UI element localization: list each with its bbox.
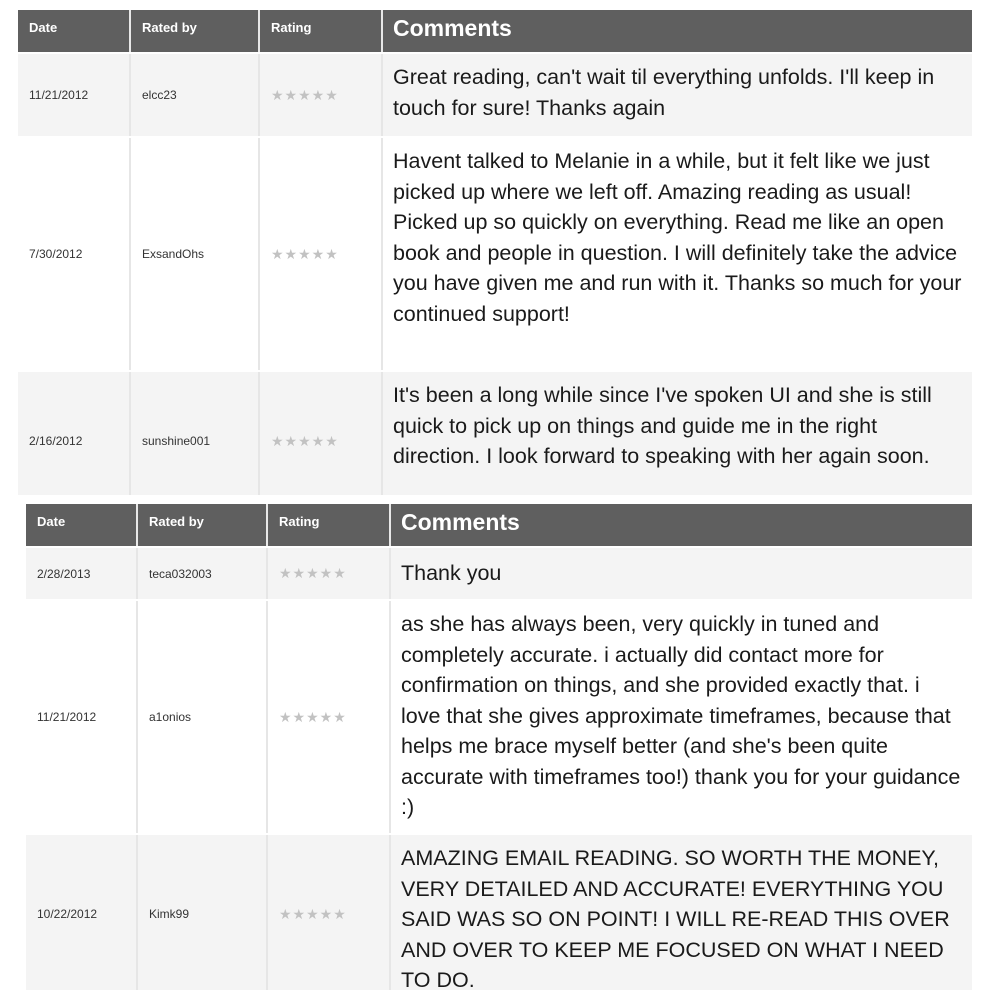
rating-stars [260, 372, 383, 495]
table-row [18, 52, 972, 136]
table-row [26, 833, 972, 990]
reviews-table-1 [18, 10, 972, 495]
table-header [26, 504, 972, 546]
reviews-table-2 [26, 504, 972, 990]
reviewer-name[interactable]: Kimk99 [138, 835, 268, 990]
rating-stars [260, 54, 383, 136]
rating-stars [268, 601, 391, 833]
star-rating-icon: ★★★★★ [279, 565, 347, 581]
column-header-date[interactable]: Date [26, 504, 138, 546]
column-header-rating[interactable]: Rating [268, 504, 391, 546]
review-comment: Great reading, can't wait til everything unfolds. I'll keep in touch for sure! Thanks again [393, 65, 935, 120]
reviewer-name[interactable]: sunshine001 [131, 372, 260, 495]
table-row [26, 546, 972, 599]
review-comment: It's been a long while since I've spoken UI and she is still quick to pick up on things and guide me in the right direction. I look forward to speaking with her again soon. [393, 383, 932, 468]
review-date: 11/21/2012 [18, 54, 131, 136]
column-header-rated-by[interactable]: Rated by [138, 504, 268, 546]
star-rating-icon: ★★★★★ [271, 432, 339, 449]
review-date: 2/28/2013 [26, 548, 138, 599]
reviewer-name[interactable]: a1onios [138, 601, 268, 833]
table-header [18, 10, 972, 52]
star-rating-icon: ★★★★★ [279, 708, 347, 725]
reviewer-name[interactable]: teca032003 [138, 548, 268, 599]
star-rating-icon: ★★★★★ [279, 905, 347, 922]
review-comment: Havent talked to Melanie in a while, but it felt like we just picked up where we left off. Amazing reading as usual! Picked up so quickly on everything. Read me like an open book and people in question. I will definitely take the advice you have given me and run with it. Thanks so much for your continued support! [393, 149, 962, 326]
review-comment: AMAZING EMAIL READING. SO WORTH THE MONEY, VERY DETAILED AND ACCURATE! EVERYTHING YOU SAID WAS SO ON POINT! I WILL RE-READ THIS OVER AND OVER TO KEEP ME FOCUSED ON WHAT I NEED TO DO. [401, 846, 950, 990]
review-date: 7/30/2012 [18, 138, 131, 370]
review-date: 10/22/2012 [26, 835, 138, 990]
rating-stars [268, 835, 391, 990]
review-date: 2/16/2012 [18, 372, 131, 495]
column-header-date[interactable]: Date [18, 10, 131, 52]
star-rating-icon: ★★★★★ [271, 86, 339, 103]
star-rating-icon: ★★★★★ [271, 245, 339, 262]
table-row [18, 370, 972, 495]
column-header-rating[interactable]: Rating [260, 10, 383, 52]
review-comment: Thank you [401, 561, 502, 586]
column-header-comments[interactable]: Comments [401, 509, 520, 535]
reviewer-name[interactable]: elcc23 [131, 54, 260, 136]
rating-stars [260, 138, 383, 370]
rating-stars [268, 548, 391, 599]
table-row [18, 136, 972, 370]
review-comment: as she has always been, very quickly in tuned and completely accurate. i actually did contact more for confirmation on things, and she provided exactly that. i love that she gives approximate timeframes, because that helps me brace myself better (and she's been quite accurate with timeframes too!) thank you for your guidance :) [401, 612, 961, 819]
table-row [26, 599, 972, 833]
column-header-rated-by[interactable]: Rated by [131, 10, 260, 52]
reviewer-name[interactable]: ExsandOhs [131, 138, 260, 370]
column-header-comments[interactable]: Comments [393, 15, 512, 41]
review-date: 11/21/2012 [26, 601, 138, 833]
